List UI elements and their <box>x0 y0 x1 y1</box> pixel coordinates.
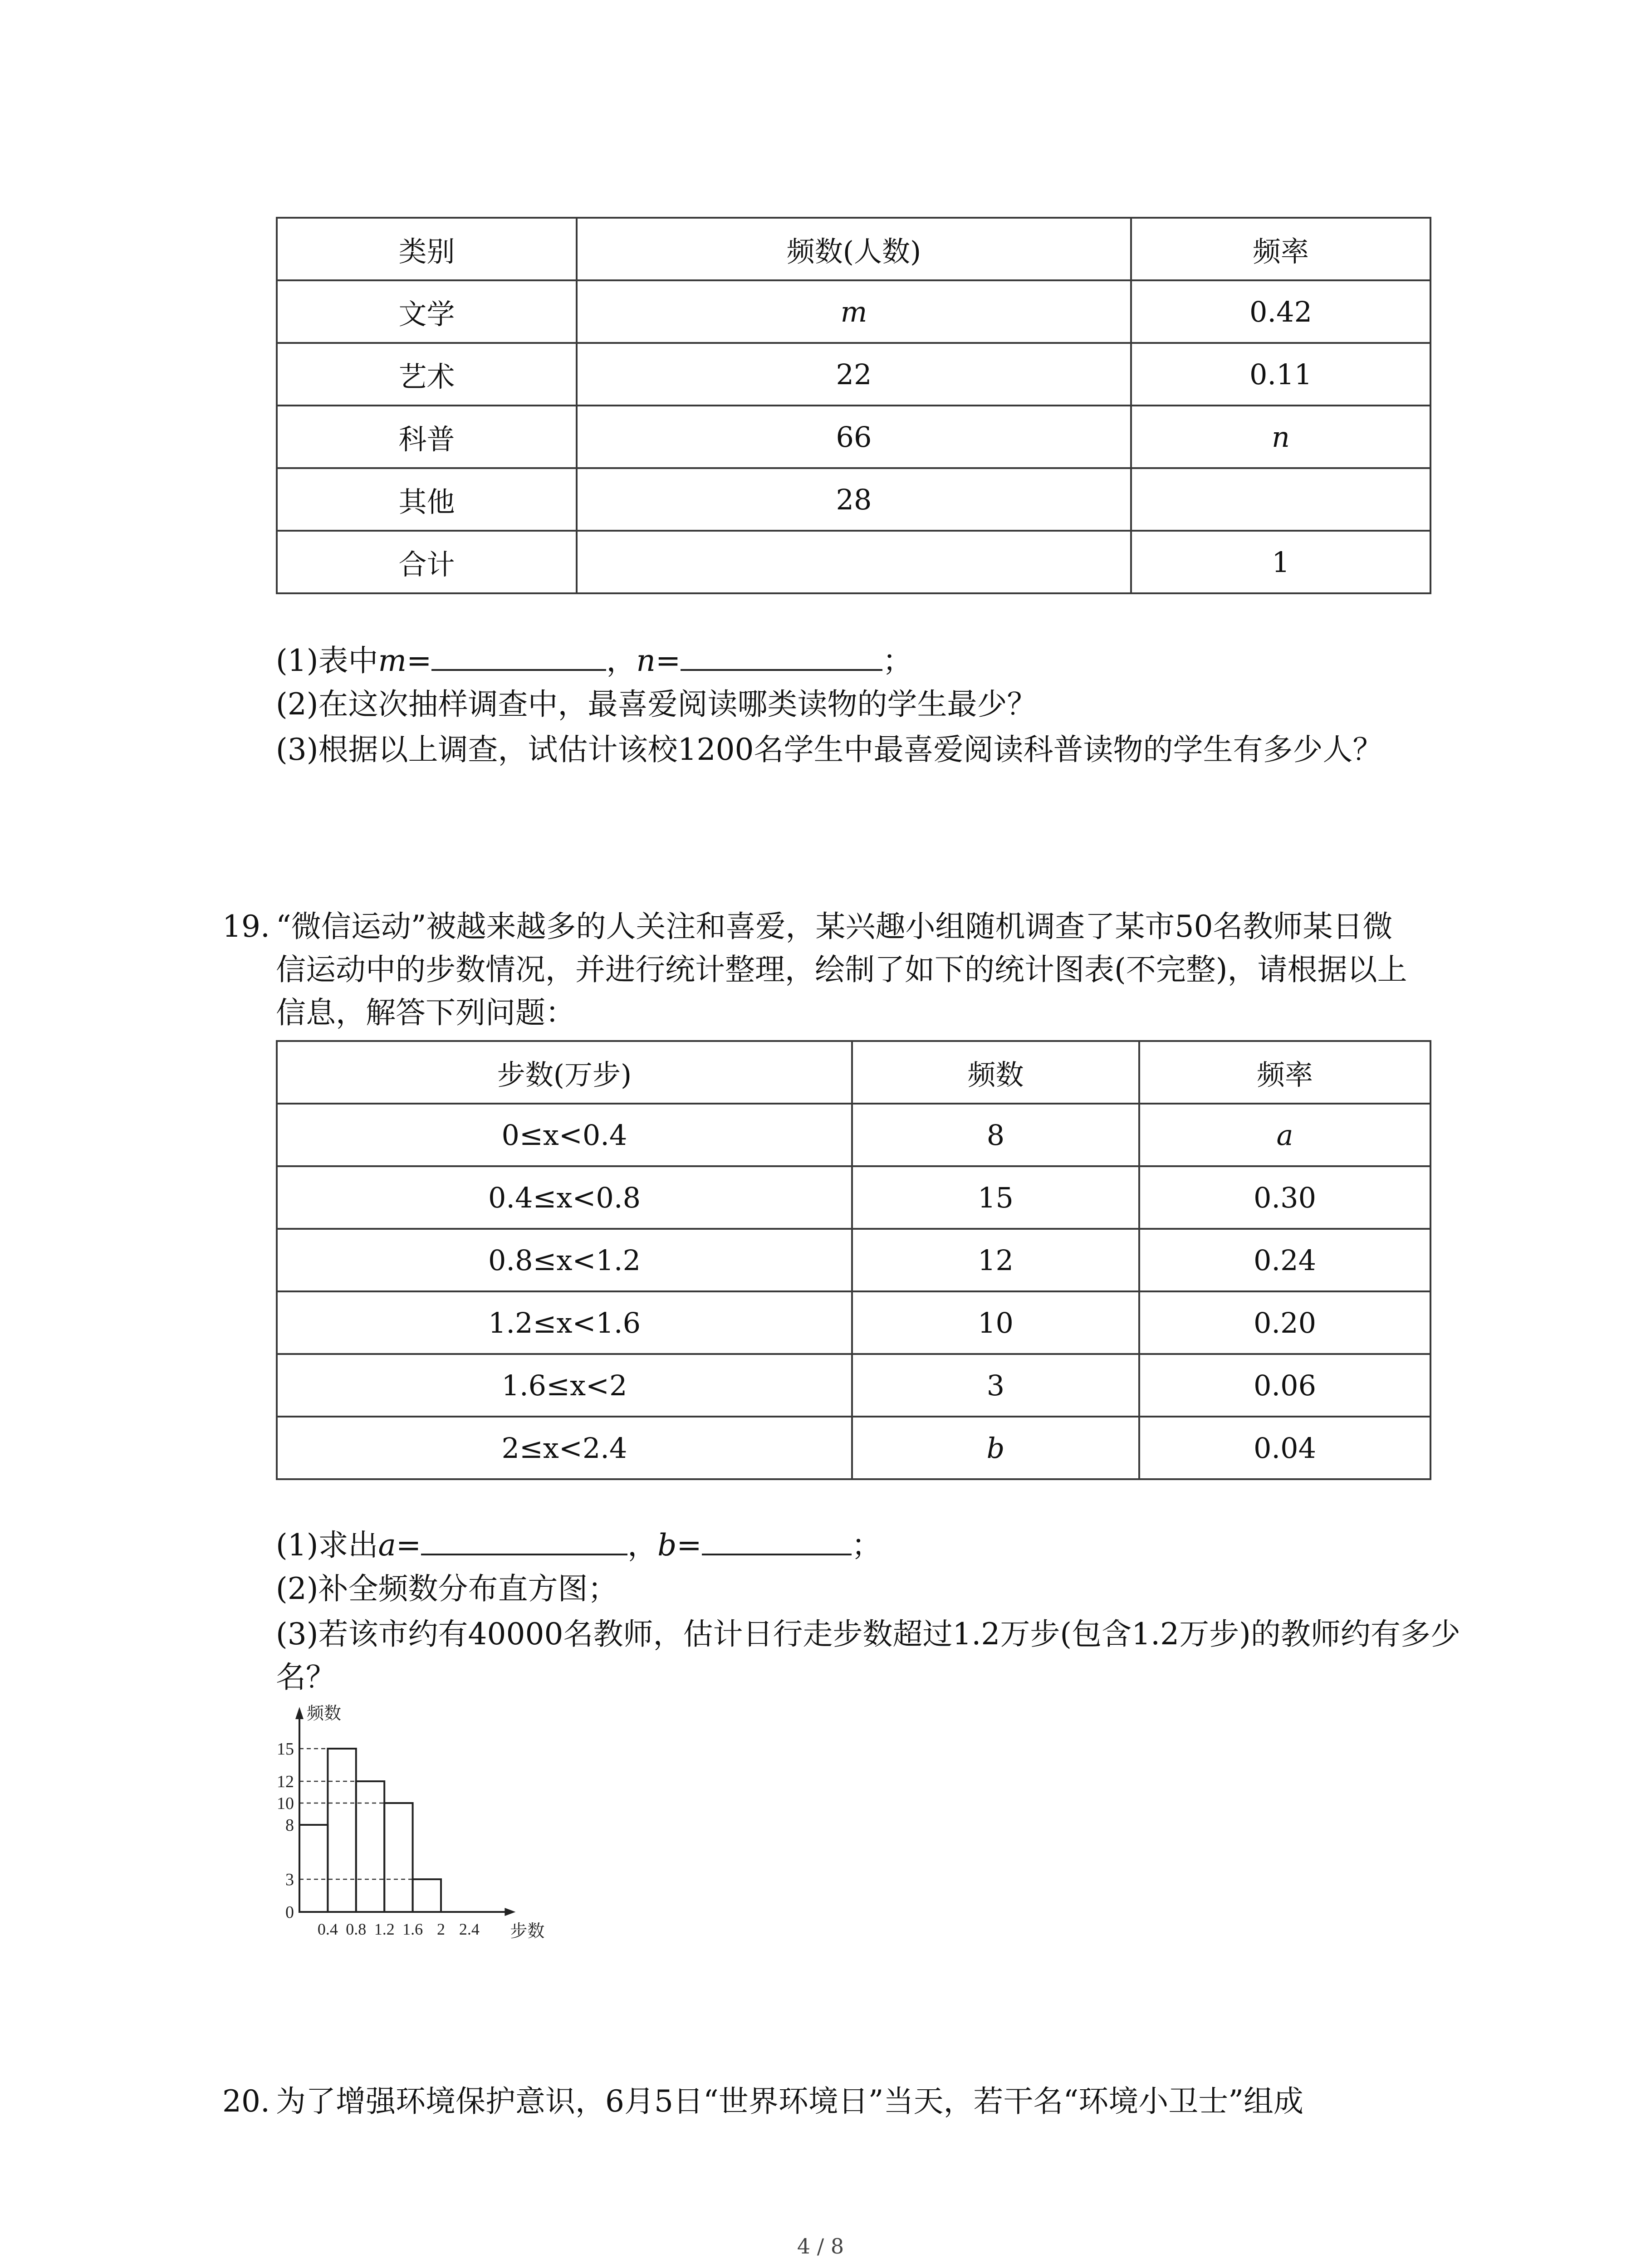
frequency-histogram <box>254 1699 572 1953</box>
cell-count: 28 <box>577 468 1131 531</box>
table-row <box>277 1417 1430 1479</box>
table-row <box>277 1104 1430 1166</box>
table-row <box>277 531 1430 593</box>
cell-steps-range: 2≤x<2.4 <box>277 1417 852 1479</box>
cell-rate <box>1131 468 1430 531</box>
cell-steps-range: 1.6≤x<2 <box>277 1354 852 1417</box>
table-row <box>277 1229 1430 1291</box>
table-header-row <box>277 1041 1430 1104</box>
cell-category: 文学 <box>277 280 577 343</box>
table-row <box>277 1354 1430 1417</box>
table-row <box>277 1166 1430 1229</box>
cell-rate: 0.42 <box>1131 280 1430 343</box>
answer-blank-b[interactable] <box>702 1522 852 1555</box>
q19-part1: (1)求出a= ，b= ； <box>276 1522 882 1567</box>
cell-rate: 0.20 <box>1139 1291 1430 1354</box>
x-tick-label: 1.2 <box>374 1920 395 1938</box>
y-axis-title: 频数 <box>307 1704 342 1723</box>
header-rate: 频率 <box>1139 1041 1430 1104</box>
cell-rate: 0.06 <box>1139 1354 1430 1417</box>
cell-steps-range: 1.2≤x<1.6 <box>277 1291 852 1354</box>
y-axis-arrow <box>295 1707 304 1719</box>
cell-category: 艺术 <box>277 343 577 406</box>
cell-rate: 0.11 <box>1131 343 1430 406</box>
question-number-19: 19. <box>222 909 270 944</box>
histogram-bar <box>384 1803 412 1912</box>
header-frequency-count: 频数(人数) <box>577 218 1131 280</box>
cell-count: 15 <box>852 1166 1139 1229</box>
cell-rate: a <box>1139 1104 1430 1166</box>
cell-count: 8 <box>852 1104 1139 1166</box>
q18-part1: (1)表中m= ，n= ； <box>276 637 912 683</box>
steps-frequency-table <box>276 1040 1431 1480</box>
cell-count: 12 <box>852 1229 1139 1291</box>
table-header-row <box>277 218 1430 280</box>
y-tick-label: 3 <box>285 1870 294 1889</box>
answer-blank-n[interactable] <box>681 637 882 671</box>
reading-category-table <box>276 217 1431 594</box>
cell-category: 科普 <box>277 406 577 468</box>
histogram-bar <box>413 1879 441 1912</box>
y-tick-label: 12 <box>277 1772 294 1791</box>
histogram-labels <box>277 1704 544 1941</box>
q18-part2: (2)在这次抽样调查中，最喜爱阅读哪类读物的学生最少？ <box>276 687 1037 722</box>
cell-count: 10 <box>852 1291 1139 1354</box>
x-tick-label: 2.4 <box>459 1920 480 1938</box>
table-row <box>277 468 1430 531</box>
y-tick-label: 10 <box>277 1794 294 1813</box>
histogram-bars <box>299 1749 441 1912</box>
header-steps: 步数(万步) <box>277 1041 852 1104</box>
cell-steps-range: 0.8≤x<1.2 <box>277 1229 852 1291</box>
y-tick-label: 15 <box>277 1740 294 1759</box>
header-count: 频数 <box>852 1041 1139 1104</box>
cell-steps-range: 0.4≤x<0.8 <box>277 1166 852 1229</box>
x-tick-label: 0.8 <box>346 1920 367 1938</box>
y-tick-label: 0 <box>285 1903 294 1922</box>
question-number-20: 20. <box>222 2084 270 2119</box>
header-frequency-rate: 频率 <box>1131 218 1430 280</box>
cell-category: 其他 <box>277 468 577 531</box>
table-row <box>277 1291 1430 1354</box>
cell-rate: n <box>1131 406 1430 468</box>
x-axis-title: 步数 <box>510 1922 545 1941</box>
x-axis-arrow <box>505 1908 515 1916</box>
y-tick-label: 8 <box>285 1816 294 1835</box>
histogram-bar <box>328 1749 356 1912</box>
q18-part3: (3)根据以上调查，试估计该校1200名学生中最喜爱阅读科普读物的学生有多少人？ <box>276 732 1383 767</box>
q19-part3-line1: (3)若该市约有40000名教师，估计日行走步数超过1.2万步(包含1.2万步)的教师约有多少 <box>276 1617 1460 1652</box>
table-row <box>277 280 1430 343</box>
table-row <box>277 406 1430 468</box>
q19-stem-line1: “微信运动”被越来越多的人关注和喜爱，某兴趣小组随机调查了某市50名教师某日微 <box>276 909 1393 944</box>
cell-rate: 0.30 <box>1139 1166 1430 1229</box>
q19-stem-line3: 信息，解答下列问题： <box>276 995 575 1030</box>
cell-rate: 0.24 <box>1139 1229 1430 1291</box>
cell-count: 66 <box>577 406 1131 468</box>
q19-part3-line2: 名？ <box>276 1660 336 1695</box>
answer-blank-m[interactable] <box>431 637 606 671</box>
histogram-bar <box>299 1825 328 1912</box>
cell-count: 22 <box>577 343 1131 406</box>
cell-count <box>577 531 1131 593</box>
cell-category: 合计 <box>277 531 577 593</box>
cell-rate: 1 <box>1131 531 1430 593</box>
header-category: 类别 <box>277 218 577 280</box>
q19-part2: (2)补全频数分布直方图； <box>276 1571 618 1606</box>
histogram-bar <box>356 1781 384 1912</box>
q20-stem-line1: 为了增强环境保护意识，6月5日“世界环境日”当天，若干名“环境小卫士”组成 <box>276 2084 1303 2119</box>
cell-steps-range: 0≤x<0.4 <box>277 1104 852 1166</box>
answer-blank-a[interactable] <box>421 1522 627 1555</box>
cell-rate: 0.04 <box>1139 1417 1430 1479</box>
cell-count: b <box>852 1417 1139 1479</box>
table-row <box>277 343 1430 406</box>
x-tick-label: 2 <box>437 1920 445 1938</box>
x-tick-label: 0.4 <box>317 1920 338 1938</box>
x-tick-label: 1.6 <box>402 1920 423 1938</box>
cell-count: 3 <box>852 1354 1139 1417</box>
q19-stem-line2: 信运动中的步数情况，并进行统计整理，绘制了如下的统计图表(不完整)，请根据以上 <box>276 952 1407 987</box>
cell-count: m <box>577 280 1131 343</box>
page-number: 4 / 8 <box>797 2234 844 2258</box>
